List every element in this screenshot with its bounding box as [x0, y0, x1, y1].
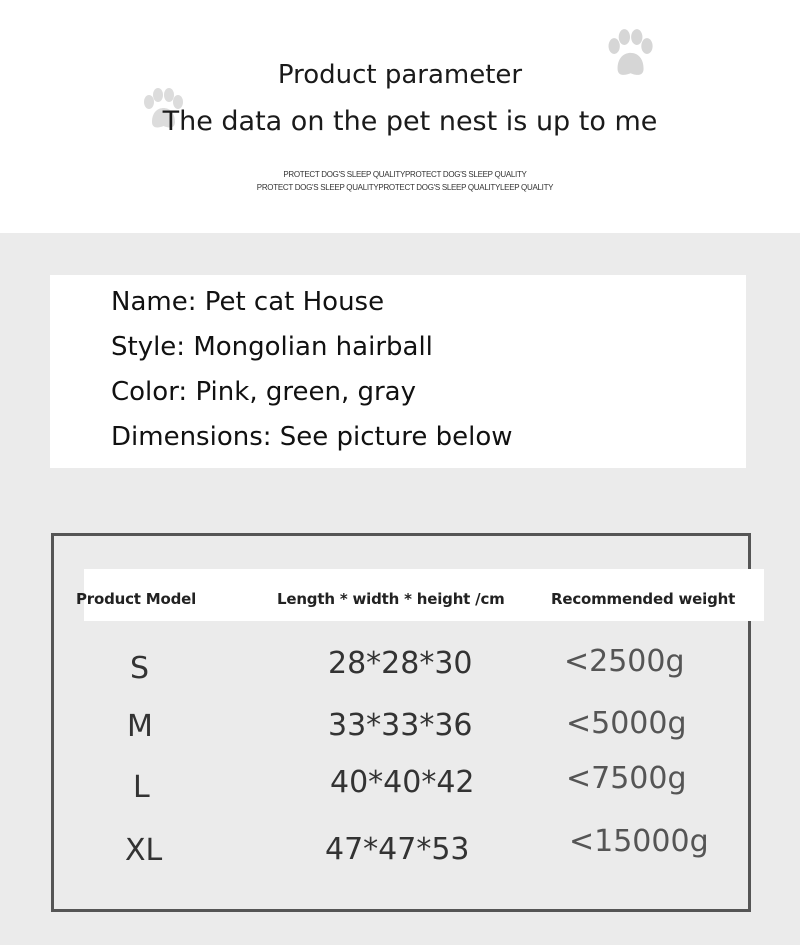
- tagline-line-2: PROTECT DOG'S SLEEP QUALITYPROTECT DOG'S SLEEP QUALITYLEEP QUALITY: [256, 183, 554, 192]
- size-table: [51, 533, 751, 912]
- dimensions-cell: 28*28*30: [328, 646, 473, 681]
- weight-cell: <15000g: [569, 824, 709, 859]
- dimensions-cell: 40*40*42: [330, 765, 475, 800]
- header-recommended-weight: Recommended weight: [551, 590, 736, 608]
- page-title: Product parameter: [277, 60, 523, 90]
- table-header-row: [76, 569, 764, 621]
- weight-cell: <2500g: [564, 644, 685, 679]
- dimensions-cell: 33*33*36: [328, 708, 473, 743]
- weight-cell: <5000g: [566, 706, 687, 741]
- info-name: Name: Pet cat House: [111, 287, 385, 317]
- model-cell: S: [130, 651, 150, 686]
- header-section: [0, 0, 800, 233]
- page-subtitle: The data on the pet nest is up to me: [162, 106, 658, 137]
- info-color: Color: Pink, green, gray: [111, 377, 416, 407]
- info-style: Style: Mongolian hairball: [111, 332, 433, 362]
- model-cell: M: [127, 709, 153, 744]
- dimensions-cell: 47*47*53: [325, 832, 470, 867]
- model-cell: XL: [125, 833, 163, 868]
- info-dimensions: Dimensions: See picture below: [111, 422, 513, 452]
- header-product-model: Product Model: [76, 590, 197, 608]
- header-dimensions: Length * width * height /cm: [277, 590, 505, 608]
- model-cell: L: [133, 770, 150, 805]
- product-info-panel: [50, 275, 746, 468]
- tagline-line-1: PROTECT DOG'S SLEEP QUALITYPROTECT DOG'S SLEEP QUALITY: [283, 170, 527, 179]
- weight-cell: <7500g: [566, 761, 687, 796]
